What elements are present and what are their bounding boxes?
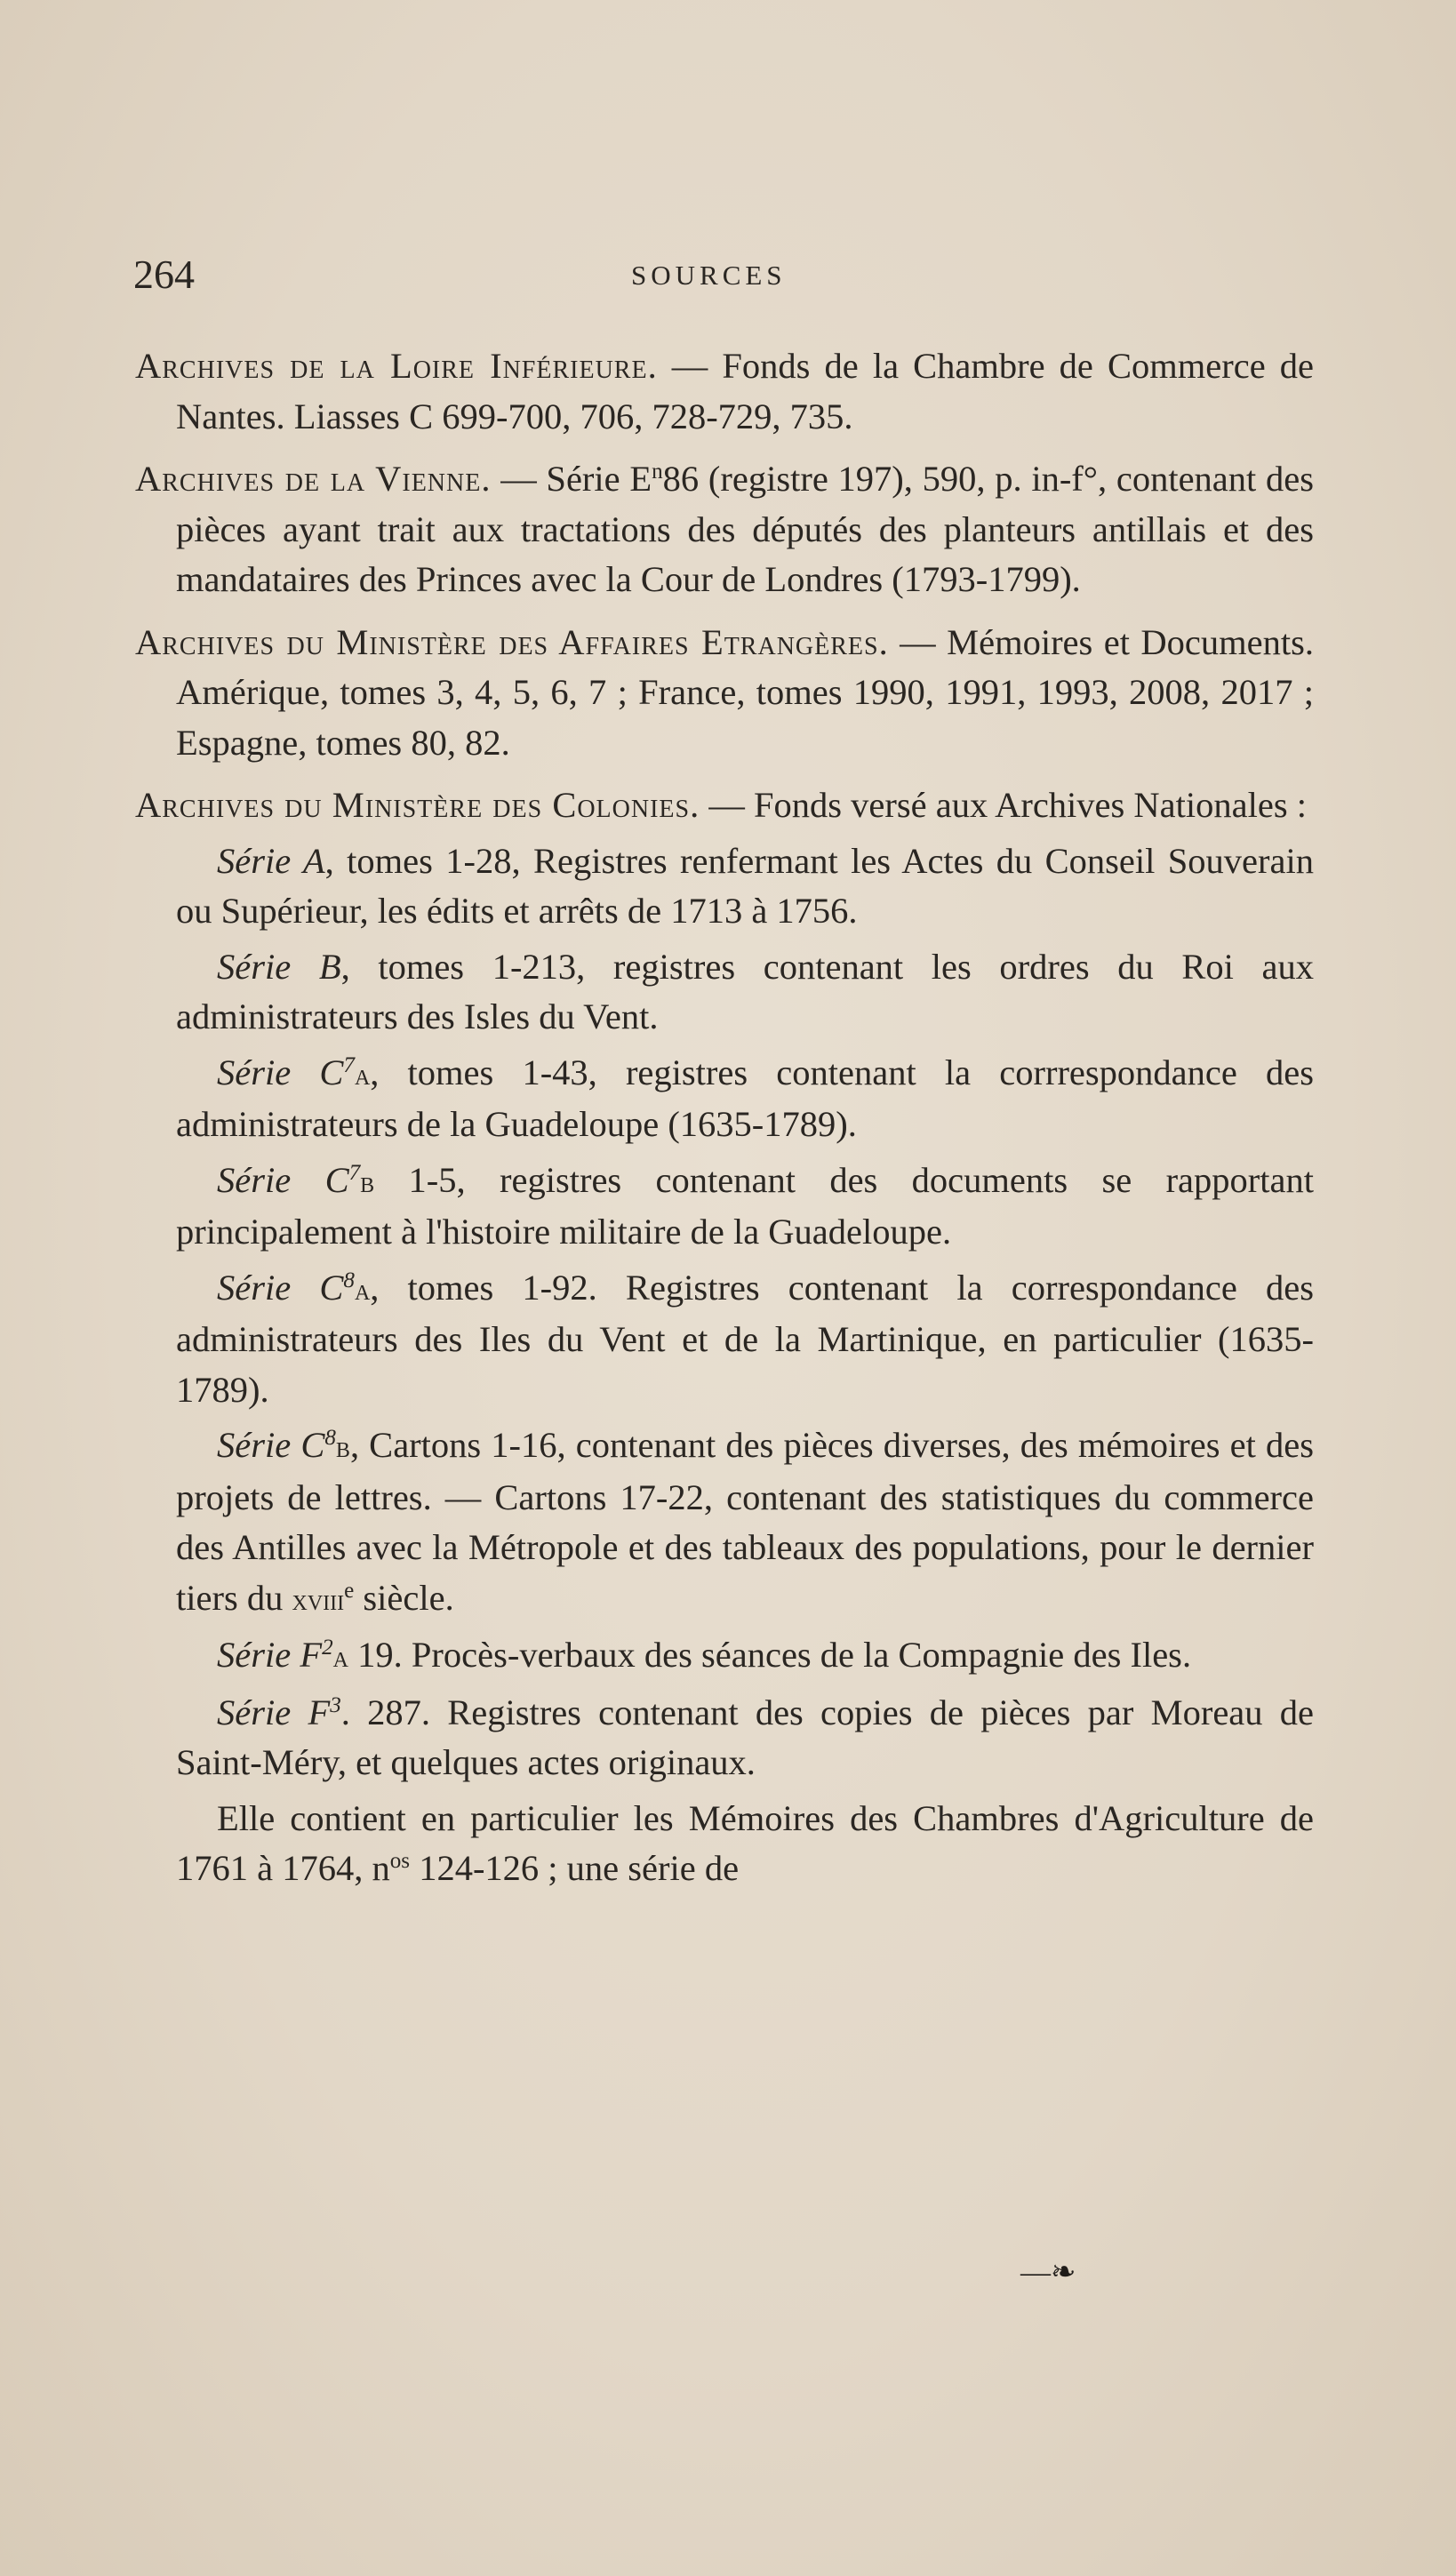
superscript: os bbox=[389, 1849, 411, 1874]
superscript: n bbox=[652, 460, 663, 484]
entry-heading: Archives du Ministère des Affaires Etrangères. bbox=[135, 621, 889, 662]
body-text bbox=[135, 341, 1314, 1894]
serie-label: Série C bbox=[217, 1052, 344, 1092]
serie-text: , tomes 1-92. Registres contenant la correspondance des administrateurs des Iles du Vent et de la Martinique, en particulier (1635-1789). bbox=[176, 1267, 1314, 1410]
serie-label: Série A bbox=[217, 840, 325, 881]
serie-label: Série C bbox=[217, 1425, 325, 1465]
closing-text: Elle contient en particulier les Mémoires des Chambres d'Agriculture de 1761 à 1764, n bbox=[176, 1797, 1314, 1888]
serie-b bbox=[135, 942, 1314, 1043]
entry-colonies bbox=[135, 780, 1314, 831]
closing-text: 124-126 ; une série de bbox=[410, 1848, 740, 1888]
serie-c8a bbox=[135, 1263, 1314, 1416]
closing-paragraph bbox=[135, 1794, 1314, 1894]
superscript: 8 bbox=[324, 1426, 336, 1451]
section-title: SOURCES bbox=[631, 260, 787, 291]
entry-heading: Archives de la Loire Inférieure. bbox=[135, 346, 658, 386]
serie-text: 1-5, registres contenant des documents se rapportant principalement à l'histoire militaire de la Guadeloupe. bbox=[176, 1159, 1314, 1252]
serie-subletter: a bbox=[332, 1640, 348, 1674]
entry-text: — Fonds versé aux Archives Nationales : bbox=[700, 785, 1307, 825]
serie-text: , tomes 1-43, registres contenant la corrrespondance des administrateurs de la Guadeloupe (1635-1789). bbox=[176, 1052, 1314, 1144]
running-head bbox=[133, 251, 1316, 304]
serie-c7a bbox=[135, 1048, 1314, 1150]
serie-subletter: b bbox=[335, 1430, 350, 1464]
superscript: 8 bbox=[343, 1268, 355, 1292]
superscript: 3 bbox=[330, 1692, 341, 1717]
superscript: e bbox=[344, 1578, 355, 1603]
serie-text: . 287. Registres contenant des copies de pièces par Moreau de Saint-Méry, et quelques actes originaux. bbox=[176, 1692, 1314, 1782]
serie-label: Série C bbox=[217, 1159, 349, 1200]
entry-text: — Série E bbox=[491, 459, 652, 499]
entry-affaires-etrangeres bbox=[135, 618, 1314, 769]
serie-c7b bbox=[135, 1156, 1314, 1258]
serie-subletter: a bbox=[354, 1057, 371, 1092]
serie-label: Série F bbox=[217, 1692, 331, 1732]
serie-label: Série F bbox=[217, 1635, 323, 1675]
entry-text: — Fonds de la Chambre de Commerce de Nantes. Liasses C 699-700, 706, 728-729, 735. bbox=[176, 346, 1314, 436]
serie-text: , Cartons 1-16, contenant des pièces diverses, des mémoires et des projets de lettres. — Cartons 17-22, contenant des statistiques du commerce des Antilles avec la Métropole et des tableaux des populations, pour le dernier tiers du bbox=[176, 1425, 1314, 1618]
serie-label: Série B bbox=[217, 946, 341, 987]
superscript: 7 bbox=[348, 1160, 361, 1185]
entry-text: 86 (registre 197), 590, p. in-f°, contenant des pièces ayant trait aux tractations des députés des planteurs antillais et des mandataires des Princes avec la Cour de Londres (1793-1799). bbox=[176, 459, 1314, 599]
serie-text: siècle. bbox=[354, 1577, 454, 1618]
superscript: 2 bbox=[322, 1636, 333, 1660]
serie-text: , tomes 1-28, Registres renfermant les Actes du Conseil Souverain ou Supérieur, les édits et arrêts de 1713 à 1756. bbox=[176, 840, 1314, 931]
serie-a bbox=[135, 836, 1314, 937]
century-numeral: xviii bbox=[292, 1582, 345, 1617]
serie-text: 19. Procès-verbaux des séances de la Compagnie des Iles. bbox=[348, 1635, 1192, 1675]
catchword-ornament: —❧ bbox=[1020, 2256, 1076, 2289]
superscript: 7 bbox=[343, 1052, 355, 1077]
serie-label: Série C bbox=[217, 1267, 344, 1308]
serie-c8b bbox=[135, 1420, 1314, 1625]
entry-vienne bbox=[135, 454, 1314, 605]
page-number: 264 bbox=[133, 252, 195, 297]
entry-heading: Archives du Ministère des Colonies. bbox=[135, 785, 700, 825]
serie-subletter: b bbox=[360, 1164, 375, 1199]
entry-loire-inferieure bbox=[135, 341, 1314, 442]
serie-f2a bbox=[135, 1630, 1314, 1683]
serie-f3 bbox=[135, 1688, 1314, 1788]
entry-heading: Archives de la Vienne. bbox=[135, 459, 492, 499]
serie-subletter: a bbox=[354, 1272, 371, 1307]
entry-text: — Mémoires et Documents. Amérique, tomes 3, 4, 5, 6, 7 ; France, tomes 1990, 1991, 1993, 2008, 2017 ; Espagne, tomes 80, 82. bbox=[176, 621, 1314, 763]
serie-text: , tomes 1-213, registres contenant les ordres du Roi aux administrateurs des Isles du Vent. bbox=[176, 946, 1314, 1036]
